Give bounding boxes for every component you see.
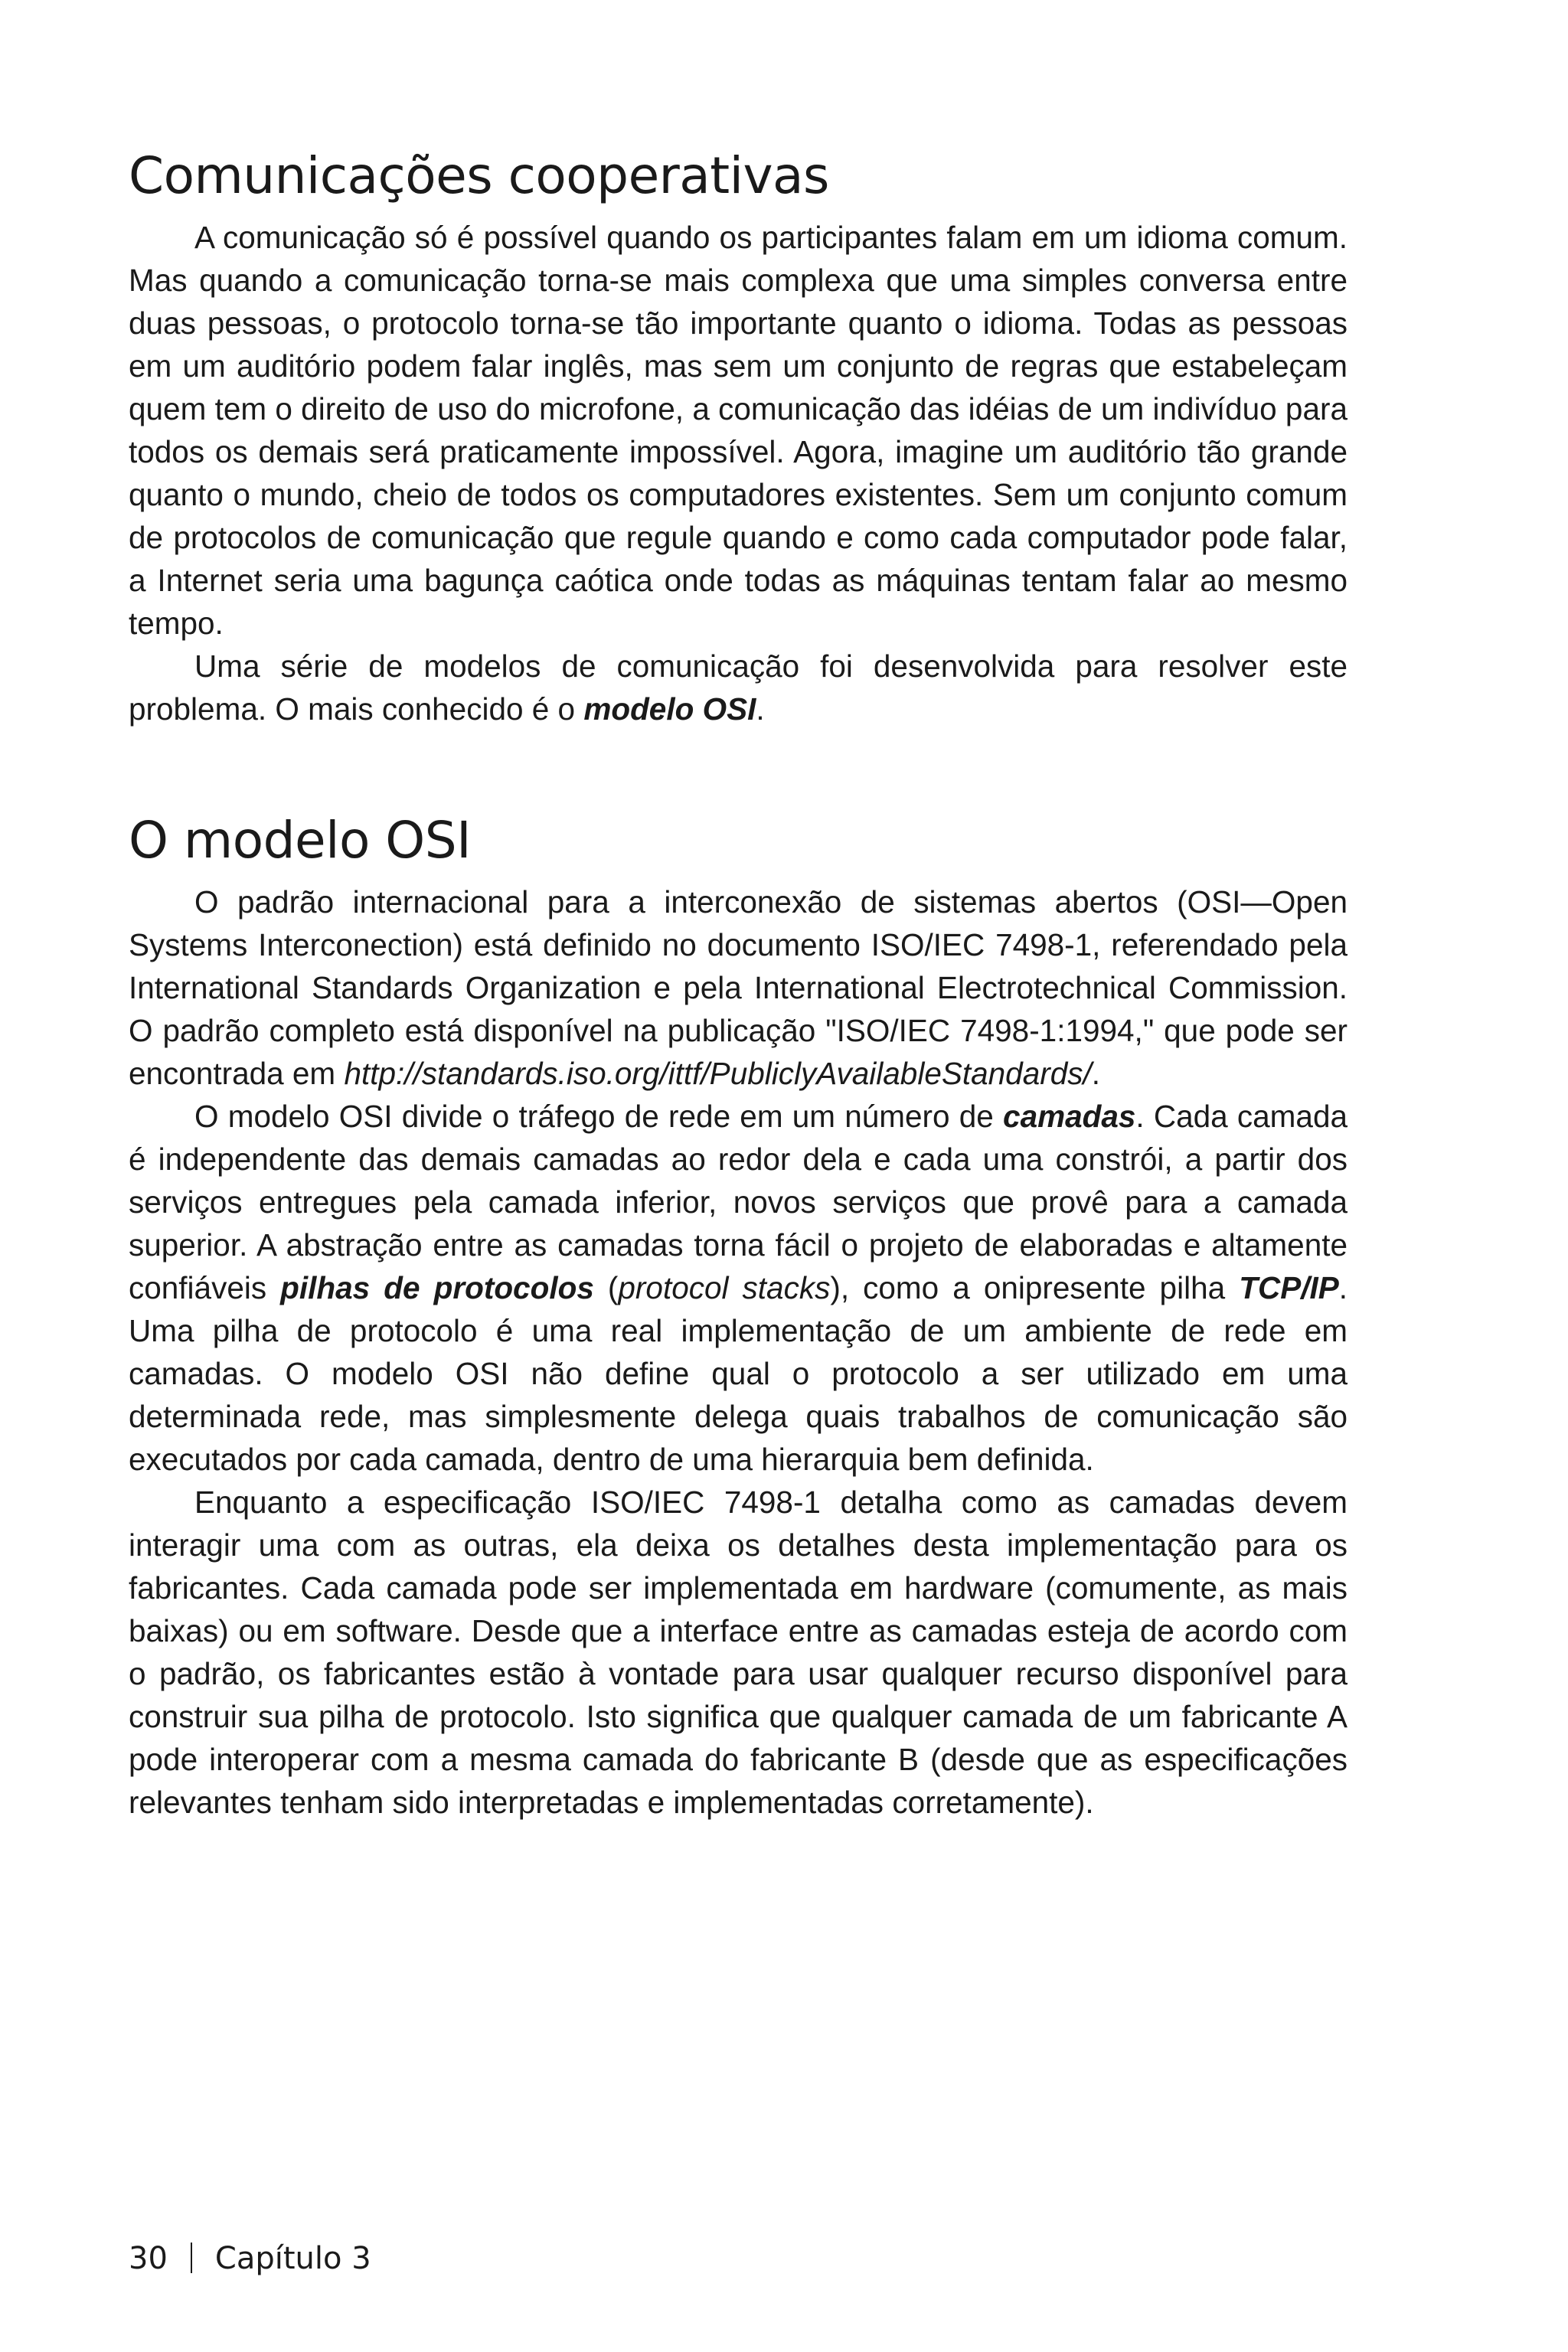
paragraph xyxy=(129,880,1348,1095)
paragraph-text: . xyxy=(756,691,765,727)
emphasis-term: TCP/IP xyxy=(1239,1270,1339,1305)
paragraph-text: . xyxy=(1091,1056,1100,1091)
chapter-label: Capítulo 3 xyxy=(214,2241,371,2276)
emphasis-term: modelo OSI xyxy=(583,691,756,727)
page-footer xyxy=(129,2240,371,2277)
section-heading-modelo-osi: O modelo OSI xyxy=(129,811,472,870)
section-heading-comunicacoes: Comunicações cooperativas xyxy=(129,146,829,205)
emphasis-term: pilhas de protocolos xyxy=(280,1270,594,1305)
section-body-modelo-osi xyxy=(129,880,1348,1824)
page-number: 30 xyxy=(129,2241,168,2276)
paragraph-text: Enquanto a especificação ISO/IEC 7498-1 detalha como as camadas devem interagir uma com as outras, ela deixa os detalhes desta implementação para os fabricantes. Cada camada pode ser implementada em hardware (comumente, as mais baixas) ou em software. Desde que a interface entre as camadas esteja de acordo com o padrão, os fabricantes estão à vontade para usar qualquer recurso disponível para construir sua pilha de protocolo. Isto significa que qualquer camada de um fabricante A pode interoperar com a mesma camada do fabricante B (desde que as especificações relevantes tenham sido interpretadas e implementadas corretamente). xyxy=(129,1485,1348,1820)
paragraph xyxy=(129,1095,1348,1481)
paragraph-text: Uma série de modelos de comunicação foi desenvolvida para resolver este problema. O mais conhecido é o xyxy=(129,648,1348,727)
paragraph-text: . Cada camada é independente das demais camadas ao redor dela e cada uma constrói, a partir dos serviços entregues pela camada inferior, novos serviços que provê para a camada superior. A abstração entre as camadas torna fácil o projeto de elaboradas e altamente confiáveis xyxy=(129,1099,1348,1305)
paragraph xyxy=(129,645,1348,730)
url-text: http://standards.iso.org/ittf/PubliclyAvailableStandards/ xyxy=(344,1056,1092,1091)
paragraph-text: O padrão internacional para a interconexão de sistemas abertos (OSI—Open Systems Interconection) está definido no documento ISO/IEC 7498-1, referendado pela International Standards Organization e pela International Electrotechnical Commission. O padrão completo está disponível na publicação "ISO/IEC 7498-1:1994," que pode ser encontrada em xyxy=(129,884,1348,1091)
paragraph-text: ), como a onipresente pilha xyxy=(830,1270,1240,1305)
paragraph-text: A comunicação só é possível quando os participantes falam em um idioma comum. Mas quando a comunicação torna-se mais complexa que uma simples conversa entre duas pessoas, o protocolo torna-se tão importante quanto o idioma. Todas as pessoas em um auditório podem falar inglês, mas sem um conjunto de regras que estabeleçam quem tem o direito de uso do microfone, a comunicação das idéias de um indivíduo para todos os demais será praticamente impossível. Agora, imagine um auditório tão grande quanto o mundo, cheio de todos os computadores existentes. Sem um conjunto comum de protocolos de comunicação que regule quando e como cada computador pode falar, a Internet seria uma bagunça caótica onde todas as máquinas tentam falar ao mesmo tempo. xyxy=(129,220,1348,641)
paragraph-text: O modelo OSI divide o tráfego de rede em um número de xyxy=(194,1099,1004,1134)
paragraph xyxy=(129,216,1348,645)
footer-separator xyxy=(191,2243,192,2273)
section-body-comunicacoes xyxy=(129,216,1348,730)
paragraph-text: ( xyxy=(593,1270,619,1305)
paragraph-text: . Uma pilha de protocolo é uma real implementação de um ambiente de rede em camadas. O modelo OSI não define qual o protocolo a ser utilizado em uma determinada rede, mas simplesmente delega quais trabalhos de comunicação são executados por cada camada, dentro de uma hierarquia bem definida. xyxy=(129,1270,1348,1477)
emphasis-term: camadas xyxy=(1003,1099,1136,1134)
paragraph xyxy=(129,1481,1348,1824)
italic-term: protocol stacks xyxy=(618,1270,831,1305)
